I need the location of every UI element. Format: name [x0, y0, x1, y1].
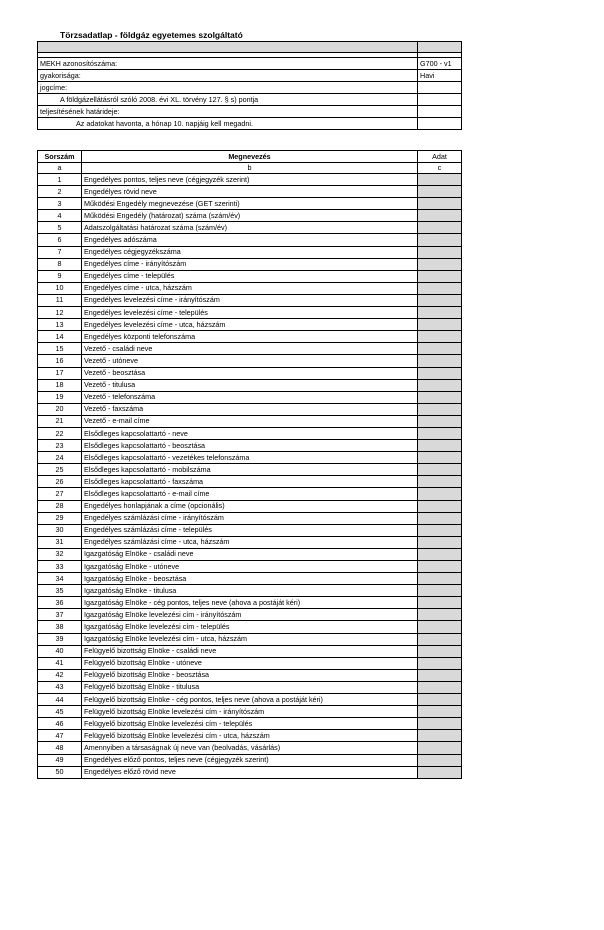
row-number: 36 — [38, 597, 82, 609]
row-data-cell[interactable] — [418, 730, 462, 742]
row-data-cell[interactable] — [418, 343, 462, 355]
row-number: 20 — [38, 403, 82, 415]
row-label: Engedélyes számlázási címe - utca, házszám — [82, 536, 418, 548]
table-row — [38, 754, 462, 766]
row-data-cell[interactable] — [418, 536, 462, 548]
row-data-cell[interactable] — [418, 585, 462, 597]
row-data-cell[interactable] — [418, 198, 462, 210]
row-label: Felügyelő bizottság Elnöke - utóneve — [82, 657, 418, 669]
row-data-cell[interactable] — [418, 222, 462, 234]
table-subheader-row — [38, 163, 462, 174]
row-number: 31 — [38, 536, 82, 548]
row-data-cell[interactable] — [418, 718, 462, 730]
table-row — [38, 210, 462, 222]
row-number: 14 — [38, 331, 82, 343]
row-number: 24 — [38, 452, 82, 464]
row-number: 4 — [38, 210, 82, 222]
row-number: 38 — [38, 621, 82, 633]
frequency-value: Havi — [418, 70, 462, 82]
col-letter-a: a — [38, 163, 82, 174]
row-label: Adatszolgáltatási határozat száma (szám/év) — [82, 222, 418, 234]
row-data-cell[interactable] — [418, 488, 462, 500]
table-row — [38, 681, 462, 693]
row-label: Engedélyes levelezési címe - település — [82, 307, 418, 319]
row-label: Engedélyes levelezési címe - utca, házszám — [82, 319, 418, 331]
row-data-cell[interactable] — [418, 403, 462, 415]
row-label: Működési Engedély megnevezése (GET szerinti) — [82, 198, 418, 210]
page-title: Törzsadatlap - földgáz egyetemes szolgáltató — [60, 30, 243, 40]
row-data-cell[interactable] — [418, 234, 462, 246]
row-label: Elsődleges kapcsolattartó - neve — [82, 427, 418, 439]
row-number: 44 — [38, 694, 82, 706]
row-number: 50 — [38, 766, 82, 778]
row-number: 49 — [38, 754, 82, 766]
row-label: Felügyelő bizottság Elnöke levelezési cím - irányítószám — [82, 706, 418, 718]
row-number: 15 — [38, 343, 82, 355]
row-data-cell[interactable] — [418, 597, 462, 609]
row-label: Elsődleges kapcsolattartó - vezetékes telefonszáma — [82, 452, 418, 464]
row-data-cell[interactable] — [418, 548, 462, 560]
table-row — [38, 730, 462, 742]
row-label: Vezető - faxszáma — [82, 403, 418, 415]
table-row — [38, 234, 462, 246]
row-data-cell[interactable] — [418, 754, 462, 766]
row-data-cell[interactable] — [418, 246, 462, 258]
table-row — [38, 379, 462, 391]
row-label: Felügyelő bizottság Elnöke - családi neve — [82, 645, 418, 657]
table-row — [38, 198, 462, 210]
row-number: 40 — [38, 645, 82, 657]
table-row — [38, 597, 462, 609]
table-row — [38, 500, 462, 512]
header-band — [38, 42, 462, 53]
table-row — [38, 609, 462, 621]
table-row — [38, 536, 462, 548]
row-number: 19 — [38, 391, 82, 403]
deadline-label-row — [38, 106, 462, 118]
table-header-row — [38, 151, 462, 163]
row-number: 3 — [38, 198, 82, 210]
table-row — [38, 766, 462, 778]
col-letter-c: c — [418, 163, 462, 174]
row-number: 12 — [38, 307, 82, 319]
table-row — [38, 331, 462, 343]
row-data-cell[interactable] — [418, 282, 462, 294]
row-number: 5 — [38, 222, 82, 234]
table-row — [38, 621, 462, 633]
row-number: 42 — [38, 669, 82, 681]
table-row — [38, 548, 462, 560]
row-data-cell[interactable] — [418, 210, 462, 222]
row-number: 47 — [38, 730, 82, 742]
row-data-cell[interactable] — [418, 706, 462, 718]
data-table — [37, 150, 462, 779]
row-number: 17 — [38, 367, 82, 379]
row-number: 13 — [38, 319, 82, 331]
row-data-cell[interactable] — [418, 621, 462, 633]
table-row — [38, 246, 462, 258]
row-number: 10 — [38, 282, 82, 294]
row-number: 1 — [38, 174, 82, 186]
row-number: 29 — [38, 512, 82, 524]
legal-basis-row — [38, 94, 462, 106]
row-label: Igazgatóság Elnöke levelezési cím - település — [82, 621, 418, 633]
row-label: Vezető - e-mail címe — [82, 415, 418, 427]
row-number: 18 — [38, 379, 82, 391]
col-header-megnevezes: Megnevezés — [82, 151, 418, 163]
table-row — [38, 669, 462, 681]
row-label: Engedélyes előző pontos, teljes neve (cégjegyzék szerint) — [82, 754, 418, 766]
legal-basis-text: A földgázellátásról szóló 2008. évi XL. törvény 127. § s) pontja — [38, 94, 418, 106]
table-row — [38, 464, 462, 476]
deadline-row — [38, 118, 462, 130]
table-row — [38, 294, 462, 306]
row-data-cell[interactable] — [418, 524, 462, 536]
row-data-cell[interactable] — [418, 186, 462, 198]
table-row — [38, 573, 462, 585]
row-number: 25 — [38, 464, 82, 476]
col-header-sorszam: Sorszám — [38, 151, 82, 163]
row-number: 23 — [38, 440, 82, 452]
table-row — [38, 415, 462, 427]
row-data-cell[interactable] — [418, 367, 462, 379]
row-data-cell[interactable] — [418, 270, 462, 282]
row-label: Vezető - telefonszáma — [82, 391, 418, 403]
row-data-cell[interactable] — [418, 500, 462, 512]
row-number: 6 — [38, 234, 82, 246]
row-number: 2 — [38, 186, 82, 198]
table-row — [38, 355, 462, 367]
table-row — [38, 452, 462, 464]
col-header-adat: Adat — [418, 151, 462, 163]
mekh-row — [38, 58, 462, 70]
row-data-cell[interactable] — [418, 681, 462, 693]
row-label: Engedélyes adószáma — [82, 234, 418, 246]
row-label: Engedélyes előző rövid neve — [82, 766, 418, 778]
row-number: 16 — [38, 355, 82, 367]
legal-basis-label: jogcíme: — [38, 82, 418, 94]
row-data-cell[interactable] — [418, 391, 462, 403]
row-number: 8 — [38, 258, 82, 270]
row-number: 39 — [38, 633, 82, 645]
row-label: Elsődleges kapcsolattartó - e-mail címe — [82, 488, 418, 500]
table-row — [38, 561, 462, 573]
row-data-cell[interactable] — [418, 561, 462, 573]
table-row — [38, 440, 462, 452]
row-number: 33 — [38, 561, 82, 573]
row-data-cell[interactable] — [418, 464, 462, 476]
row-label: Elsődleges kapcsolattartó - mobilszáma — [82, 464, 418, 476]
table-row — [38, 742, 462, 754]
row-data-cell[interactable] — [418, 476, 462, 488]
row-label: Engedélyes pontos, teljes neve (cégjegyzék szerint) — [82, 174, 418, 186]
row-number: 46 — [38, 718, 82, 730]
row-number: 7 — [38, 246, 82, 258]
table-row — [38, 319, 462, 331]
row-label: Felügyelő bizottság Elnöke - cég pontos, teljes neve (ahova a postáját kéri) — [82, 694, 418, 706]
legal-basis-label-row — [38, 82, 462, 94]
row-number: 21 — [38, 415, 82, 427]
table-row — [38, 258, 462, 270]
row-label: Engedélyes számlázási címe - irányítószám — [82, 512, 418, 524]
row-data-cell[interactable] — [418, 669, 462, 681]
frequency-row — [38, 70, 462, 82]
table-row — [38, 186, 462, 198]
row-label: Engedélyes rövid neve — [82, 186, 418, 198]
row-data-cell[interactable] — [418, 331, 462, 343]
row-data-cell[interactable] — [418, 645, 462, 657]
row-number: 43 — [38, 681, 82, 693]
row-data-cell[interactable] — [418, 657, 462, 669]
row-number: 35 — [38, 585, 82, 597]
report-meta-table — [37, 41, 462, 130]
row-label: Elsődleges kapcsolattartó - beosztása — [82, 440, 418, 452]
row-label: Engedélyes címe - irányítószám — [82, 258, 418, 270]
table-row — [38, 403, 462, 415]
row-data-cell[interactable] — [418, 294, 462, 306]
row-data-cell[interactable] — [418, 766, 462, 778]
row-data-cell[interactable] — [418, 440, 462, 452]
table-row — [38, 524, 462, 536]
table-row — [38, 718, 462, 730]
row-data-cell[interactable] — [418, 307, 462, 319]
row-label: Engedélyes honlapjának a címe (opcionális) — [82, 500, 418, 512]
row-number: 27 — [38, 488, 82, 500]
row-data-cell[interactable] — [418, 742, 462, 754]
col-letter-b: b — [82, 163, 418, 174]
row-label: Működési Engedély (határozat) száma (szám/év) — [82, 210, 418, 222]
row-label: Igazgatóság Elnöke - cég pontos, teljes neve (ahova a postáját kéri) — [82, 597, 418, 609]
row-label: Elsődleges kapcsolattartó - faxszáma — [82, 476, 418, 488]
frequency-label: gyakorisága: — [38, 70, 418, 82]
row-number: 32 — [38, 548, 82, 560]
row-data-cell[interactable] — [418, 452, 462, 464]
mekh-value: G700 - v1 — [418, 58, 462, 70]
table-row — [38, 427, 462, 439]
row-data-cell[interactable] — [418, 573, 462, 585]
row-number: 11 — [38, 294, 82, 306]
row-label: Igazgatóság Elnöke levelezési cím - utca, házszám — [82, 633, 418, 645]
row-number: 48 — [38, 742, 82, 754]
row-label: Vezető - titulusa — [82, 379, 418, 391]
table-row — [38, 476, 462, 488]
row-data-cell[interactable] — [418, 633, 462, 645]
table-row — [38, 343, 462, 355]
table-row — [38, 585, 462, 597]
row-label: Engedélyes címe - utca, házszám — [82, 282, 418, 294]
table-row — [38, 645, 462, 657]
row-label: Igazgatóság Elnöke - családi neve — [82, 548, 418, 560]
row-label: Igazgatóság Elnöke - titulusa — [82, 585, 418, 597]
row-data-cell[interactable] — [418, 258, 462, 270]
row-label: Felügyelő bizottság Elnöke levelezési cím - település — [82, 718, 418, 730]
row-number: 37 — [38, 609, 82, 621]
deadline-label: teljesítésének határideje: — [38, 106, 418, 118]
row-label: Engedélyes cégjegyzékszáma — [82, 246, 418, 258]
row-number: 22 — [38, 427, 82, 439]
row-number: 45 — [38, 706, 82, 718]
row-label: Igazgatóság Elnöke levelezési cím - irányítószám — [82, 609, 418, 621]
row-data-cell[interactable] — [418, 694, 462, 706]
row-data-cell[interactable] — [418, 415, 462, 427]
table-row — [38, 512, 462, 524]
table-row — [38, 367, 462, 379]
table-row — [38, 391, 462, 403]
row-label: Amennyiben a társaságnak új neve van (beolvadás, vásárlás) — [82, 742, 418, 754]
table-row — [38, 706, 462, 718]
row-number: 34 — [38, 573, 82, 585]
table-row — [38, 174, 462, 186]
row-label: Igazgatóság Elnöke - utóneve — [82, 561, 418, 573]
table-row — [38, 270, 462, 282]
row-label: Felügyelő bizottság Elnöke levelezési cím - utca, házszám — [82, 730, 418, 742]
row-label: Engedélyes címe - település — [82, 270, 418, 282]
row-number: 41 — [38, 657, 82, 669]
row-data-cell[interactable] — [418, 355, 462, 367]
row-number: 26 — [38, 476, 82, 488]
row-number: 9 — [38, 270, 82, 282]
row-data-cell[interactable] — [418, 512, 462, 524]
row-label: Engedélyes központi telefonszáma — [82, 331, 418, 343]
row-number: 30 — [38, 524, 82, 536]
row-data-cell[interactable] — [418, 174, 462, 186]
row-data-cell[interactable] — [418, 427, 462, 439]
mekh-label: MEKH azonosítószáma: — [38, 58, 418, 70]
deadline-text: Az adatokat havonta, a hónap 10. napjáig kell megadni. — [38, 118, 418, 130]
row-label: Felügyelő bizottság Elnöke - beosztása — [82, 669, 418, 681]
row-label: Vezető - utóneve — [82, 355, 418, 367]
table-row — [38, 633, 462, 645]
row-label: Vezető - beosztása — [82, 367, 418, 379]
row-number: 28 — [38, 500, 82, 512]
row-label: Felügyelő bizottság Elnöke - titulusa — [82, 681, 418, 693]
row-label: Igazgatóság Elnöke - beosztása — [82, 573, 418, 585]
row-label: Vezető - családi neve — [82, 343, 418, 355]
row-data-cell[interactable] — [418, 379, 462, 391]
row-label: Engedélyes számlázási címe - település — [82, 524, 418, 536]
row-data-cell[interactable] — [418, 609, 462, 621]
row-data-cell[interactable] — [418, 319, 462, 331]
row-label: Engedélyes levelezési címe - irányítószám — [82, 294, 418, 306]
table-row — [38, 488, 462, 500]
table-row — [38, 222, 462, 234]
table-row — [38, 282, 462, 294]
table-row — [38, 694, 462, 706]
table-row — [38, 307, 462, 319]
table-row — [38, 657, 462, 669]
